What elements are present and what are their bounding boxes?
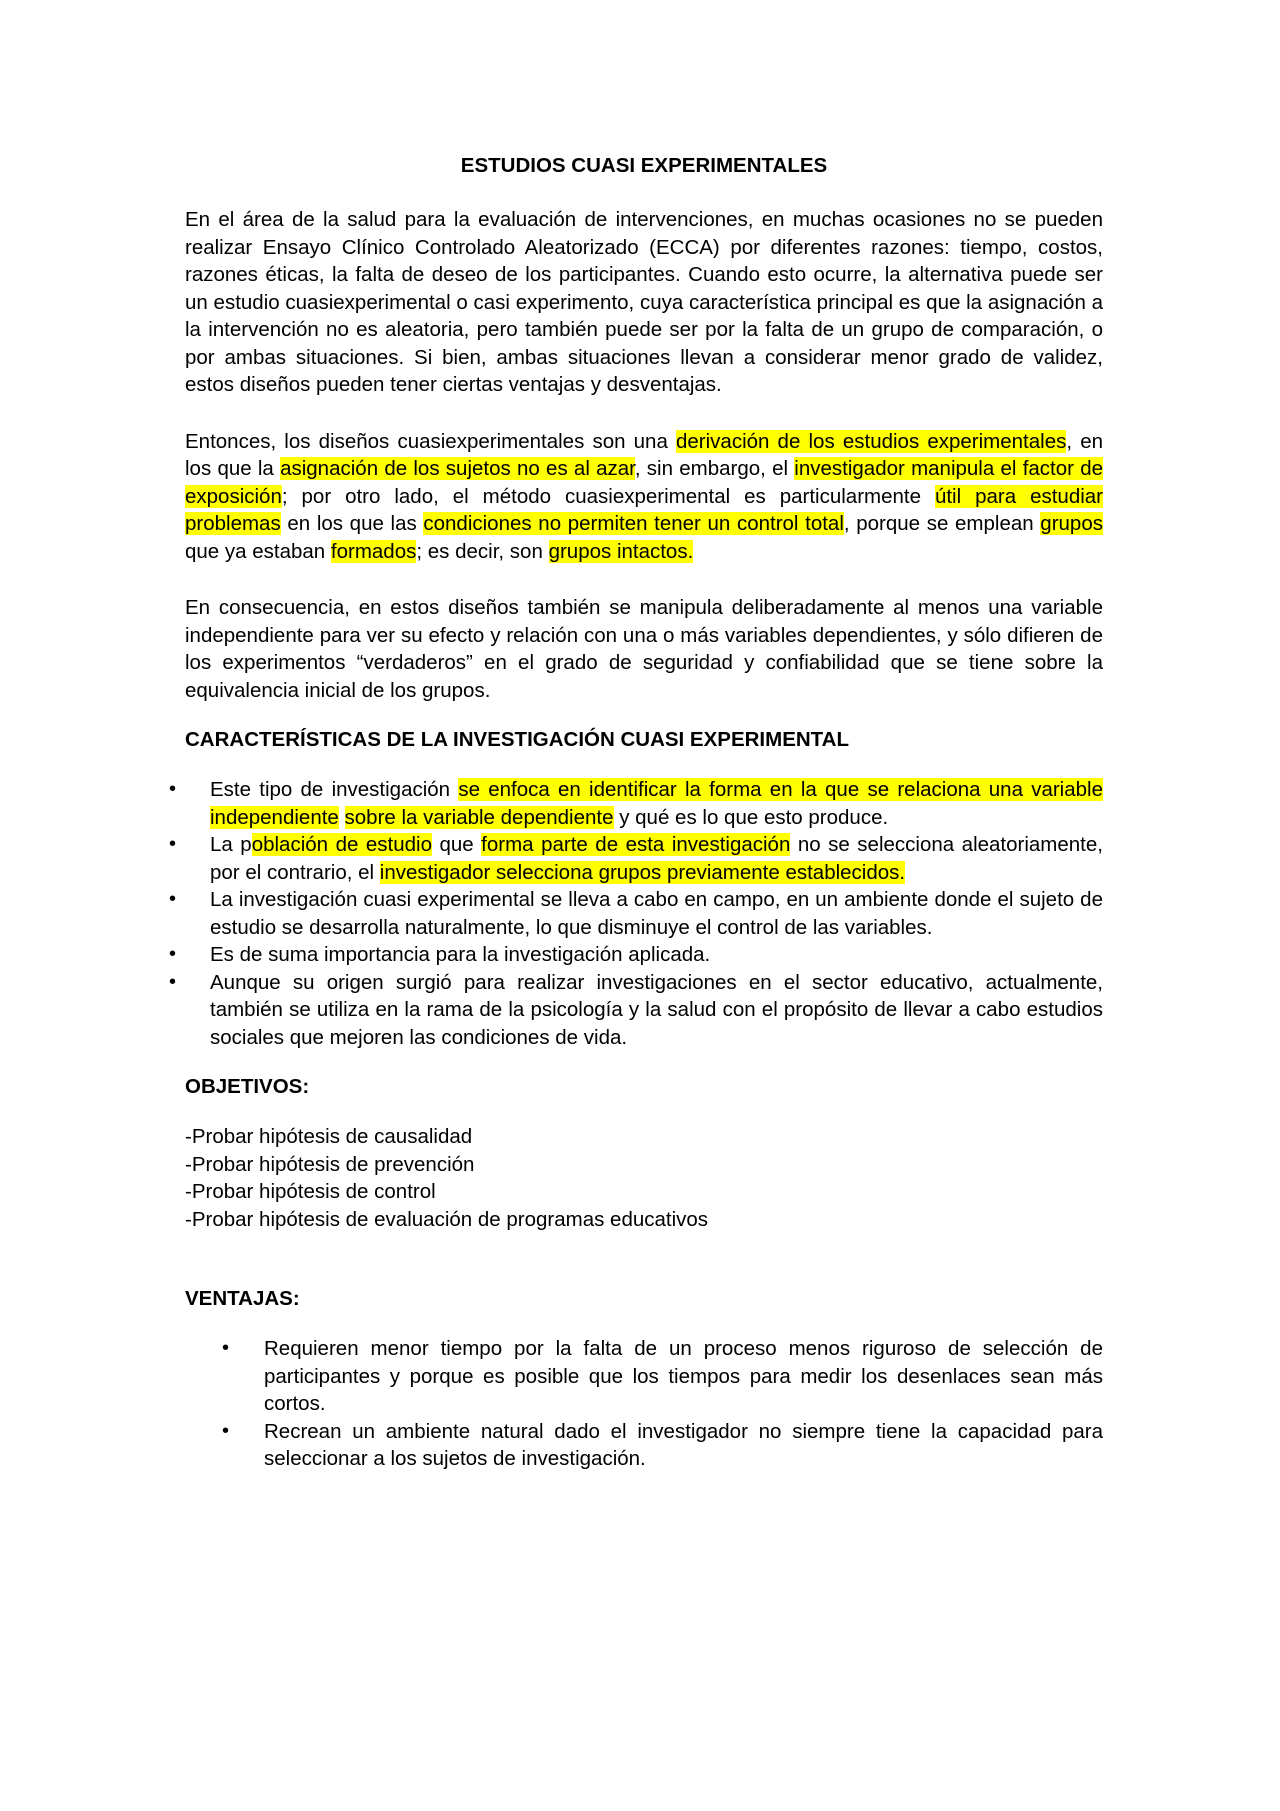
characteristic-item: [169, 776, 1103, 831]
text-segment: que ya estaban: [185, 539, 331, 563]
text-segment: no se selecciona aleatoriamente, por el contrario, el: [210, 833, 1103, 884]
bullet-icon: •: [169, 888, 177, 910]
advantage-text: Recrean un ambiente natural dado el investigador no siempre tiene la capacidad para seleccionar a los sujetos de investigación.: [264, 1419, 1103, 1470]
text-segment: , sin embargo, el: [634, 457, 795, 480]
bullet-icon: •: [169, 833, 177, 855]
text-segment: Este tipo de investigación: [210, 778, 459, 801]
advantage-item: [185, 1418, 1103, 1473]
characteristic-item: [169, 886, 1103, 941]
advantages-heading: VENTAJAS:: [185, 1287, 300, 1310]
text-segment: que: [431, 833, 482, 856]
highlighted-text: formados: [330, 539, 417, 563]
text-segment: , porque se emplean: [843, 512, 1041, 535]
highlighted-text: grupos: [1040, 512, 1103, 535]
highlighted-text: oblación de estudio: [251, 833, 432, 856]
advantage-text: Requieren menor tiempo por la falta de un proceso menos riguroso de selección de participantes y porque es posible que los tiempos para medir los desenlaces sean más cortos.: [264, 1337, 1103, 1415]
bullet-icon: •: [169, 943, 177, 965]
text-segment: [339, 806, 345, 829]
characteristic-text: [210, 833, 1103, 884]
text-segment: Es de suma importancia para la investigación aplicada.: [210, 943, 711, 966]
characteristic-item: [169, 969, 1103, 1052]
text-segment: ; es decir, son: [416, 539, 549, 563]
objectives-list: [185, 1123, 1103, 1233]
text-segment: en los que las: [280, 512, 424, 535]
highlighted-text: condiciones no permiten tener un control total: [423, 512, 844, 535]
characteristic-text: [210, 943, 710, 966]
highlighted-text: útil para estudiar problemas: [185, 484, 1104, 535]
derivation-paragraph: [185, 428, 1103, 566]
characteristics-heading: CARACTERÍSTICAS DE LA INVESTIGACIÓN CUASI EXPERIMENTAL: [185, 728, 850, 751]
highlighted-text: sobre la variable dependiente: [344, 805, 614, 829]
bullet-icon: •: [222, 1337, 230, 1359]
text-segment: Entonces, los diseños cuasiexperimentales son una: [185, 429, 676, 453]
highlighted-text: forma parte de esta investigación: [481, 833, 791, 856]
text-segment: , en los que la: [185, 429, 1103, 480]
objective-item: -Probar hipótesis de prevención: [185, 1152, 475, 1176]
highlighted-text: investigador manipula el factor de exposición: [185, 457, 1103, 508]
consequence-paragraph: En consecuencia, en estos diseños también se manipula deliberadamente al menos una variable independiente para ver su efecto y relación con una o más variables dependientes, y sólo difieren de los experimentos “verdaderos” en el grado de seguridad y confiabilidad que se tiene sobre la equivalencia inicial de los grupos.: [185, 596, 1103, 702]
text-segment: La p: [210, 833, 252, 856]
objective-item: -Probar hipótesis de control: [185, 1180, 436, 1203]
bullet-icon: •: [222, 1419, 230, 1442]
document-page: [169, 152, 1104, 1473]
text-segment: Aunque su origen surgió para realizar investigaciones en el sector educativo, actualmente, también se utiliza en la rama de la psicología y la salud con el propósito de llevar a cabo estudios sociales que mejoren las condiciones de vida.: [210, 970, 1103, 1049]
characteristic-item: [169, 941, 1103, 969]
highlighted-text: grupos intactos.: [548, 539, 694, 563]
characteristic-item: [169, 831, 1103, 886]
objective-item: -Probar hipótesis de causalidad: [185, 1125, 473, 1148]
highlighted-text: asignación de los sujetos no es al azar: [280, 457, 635, 480]
advantages-list: [185, 1335, 1103, 1473]
intro-paragraph: En el área de la salud para la evaluación de intervenciones, en muchas ocasiones no se pueden realizar Ensayo Clínico Controlado Aleatorizado (ECCA) por diferentes razones: tiempo, costos, razones éticas, la falta de deseo de los participantes. Cuando esto ocurre, la alternativa puede ser un estudio cuasiexperimental o casi experimento, cuya característica principal es que la asignación a la intervención no es aleatoria, pero también puede ser por la falta de un grupo de comparación, o por ambas situaciones. Si bien, ambas situaciones llevan a considerar menor grado de validez, estos diseños pueden tener ciertas ventajas y desventajas.: [185, 208, 1103, 396]
characteristic-text: [210, 888, 1103, 939]
highlighted-text: derivación de los estudios experimentales: [675, 429, 1067, 453]
document-title: ESTUDIOS CUASI EXPERIMENTALES: [460, 154, 828, 177]
highlighted-text: investigador selecciona grupos previamente establecidos.: [379, 860, 906, 884]
characteristic-text: [210, 971, 1103, 1049]
objectives-heading: OBJETIVOS:: [185, 1075, 310, 1098]
characteristic-text: [210, 778, 1103, 829]
advantage-item: [185, 1335, 1103, 1418]
highlighted-text: se enfoca en identificar la forma en la que se relaciona una variable independiente: [210, 778, 1103, 829]
characteristics-list: [169, 776, 1103, 1051]
bullet-icon: •: [169, 778, 177, 800]
text-segment: ; por otro lado, el método cuasiexperimental es particularmente: [281, 484, 935, 508]
objective-item: -Probar hipótesis de evaluación de programas educativos: [185, 1207, 709, 1231]
text-segment: La investigación cuasi experimental se lleva a cabo en campo, en un ambiente donde el sujeto de estudio se desarrolla naturalmente, lo que disminuye el control de las variables.: [210, 888, 1103, 939]
text-segment: y qué es lo que esto produce.: [613, 805, 889, 829]
bullet-icon: •: [169, 970, 177, 993]
